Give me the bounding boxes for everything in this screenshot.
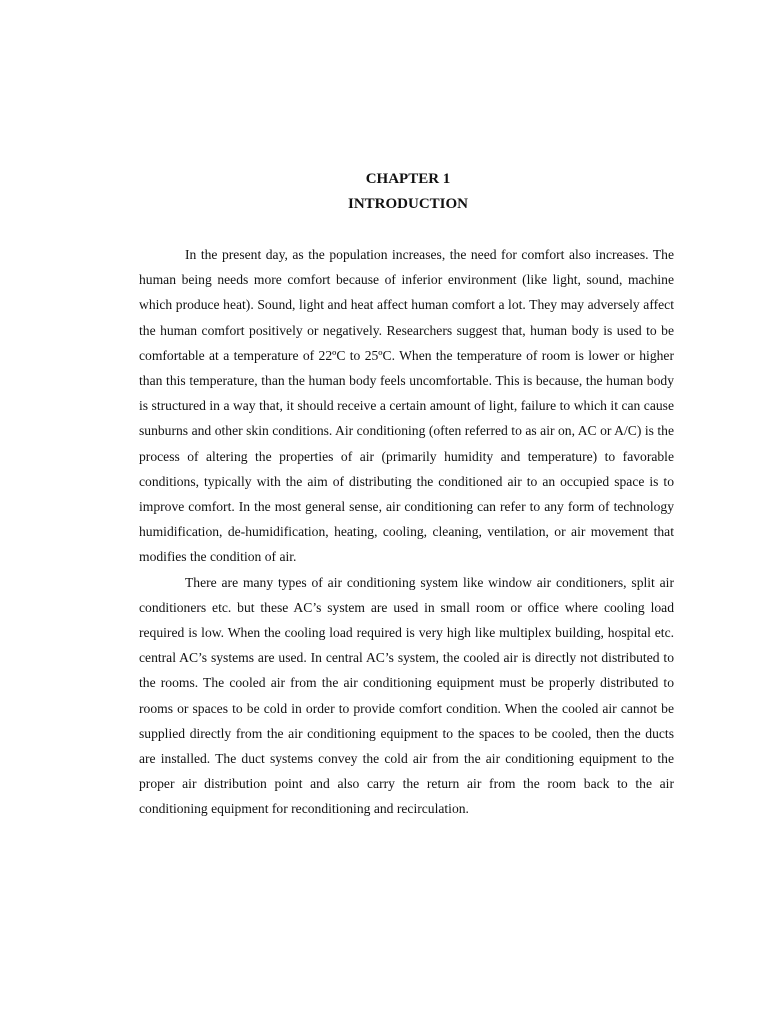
paragraph-2: There are many types of air conditioning system like window air conditioners, split air conditioners etc. but these AC’s system are used in small room or office where cooling load required is low. When the cooling load required is very high like multiplex building, hospital etc. central AC’s systems are used. In central AC’s system, the cooled air is directly not distributed to the rooms. The cooled air from the air conditioning equipment must be properly distributed to rooms or spaces to be cold in order to provide comfort condition. When the cooled air cannot be supplied directly from the air conditioning equipment to the spaces to be cooled, then the ducts are installed. The duct systems convey the cold air from the air conditioning equipment to the proper air distribution point and also carry the return air from the room back to the air conditioning equipment for reconditioning and recirculation. — [139, 574, 674, 817]
chapter-title: INTRODUCTION — [347, 196, 468, 212]
paragraph-1: In the present day, as the population increases, the need for comfort also increases. The human being needs more comfort because of inferior environment (like light, sound, machine which produce heat). Sound, light and heat affect human comfort a lot. They may adversely affect the human comfort positively or negatively. Researchers suggest that, human body is used to be comfortable at a temperature of 22ºC to 25ºC. When the temperature of room is lower or higher than this temperature, than the human body feels uncomfortable. This is because, the human body is structured in a way that, it should receive a certain amount of light, failure to which it can cause sunburns and other skin conditions. Air conditioning (often referred to as air on, AC or A/C) is the process of altering the properties of air (primarily humidity and temperature) to favorable conditions, typically with the aim of distributing the conditioned air to an occupied space is to improve comfort. In the most general sense, air conditioning can refer to any form of technology humidification, de-humidification, heating, cooling, cleaning, ventilation, or air movement that modifies the condition of air. — [139, 247, 674, 565]
chapter-label: CHAPTER 1 — [365, 171, 451, 187]
body-text — [139, 242, 674, 822]
